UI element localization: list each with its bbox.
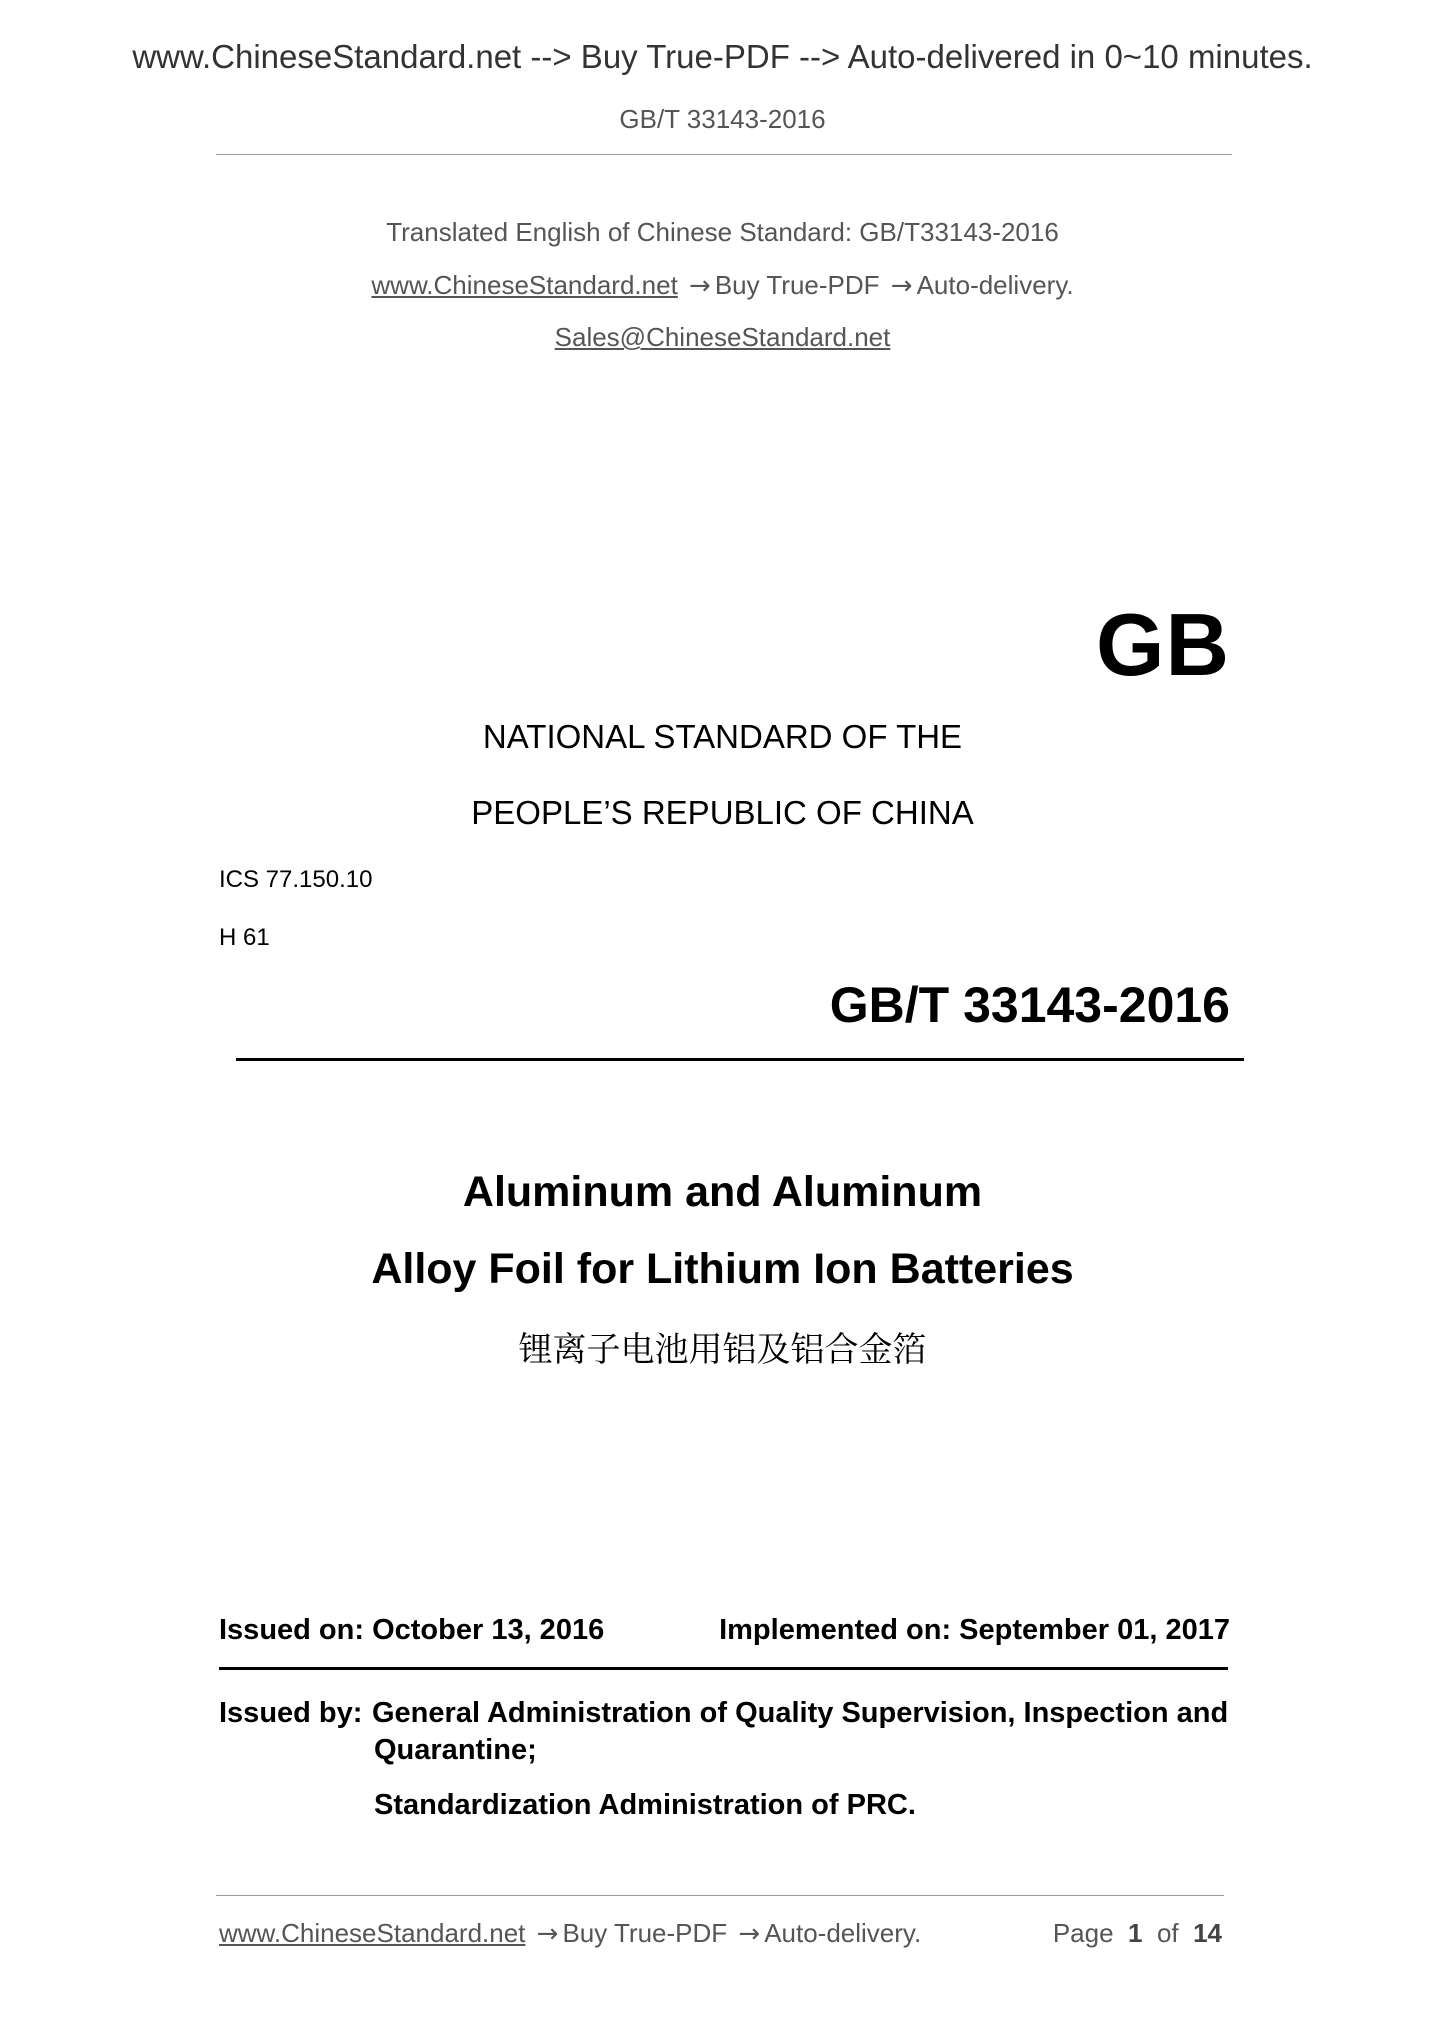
header-banner: www.ChineseStandard.net --> Buy True-PDF --> Auto-delivered in 0~10 minutes. bbox=[132, 38, 1313, 75]
arrow-right-icon: → bbox=[689, 271, 711, 301]
footer-site-link[interactable]: www.ChineseStandard.net bbox=[219, 1918, 526, 1948]
header-standard-code: GB/T 33143-2016 bbox=[619, 104, 826, 134]
title-divider bbox=[236, 1058, 1244, 1061]
arrow-right-icon: → bbox=[738, 1919, 761, 1949]
gb-logo: GB bbox=[1096, 595, 1230, 694]
document-title-line2: Alloy Foil for Lithium Ion Batteries bbox=[371, 1245, 1074, 1293]
page-label: Page bbox=[1052, 1918, 1114, 1948]
document-title-line1: Aluminum and Aluminum bbox=[462, 1168, 983, 1216]
header-divider bbox=[216, 154, 1232, 155]
auto-delivery-text: Auto-delivery. bbox=[916, 270, 1074, 300]
implemented-on-date: Implemented on: September 01, 2017 bbox=[719, 1614, 1230, 1646]
arrow-right-icon: → bbox=[536, 1919, 559, 1949]
delivery-line bbox=[0, 270, 1445, 301]
site-link[interactable]: www.ChineseStandard.net bbox=[371, 270, 678, 300]
page-of-label: of bbox=[1156, 1918, 1179, 1948]
translation-notice: Translated English of Chinese Standard: GB/T33143-2016 bbox=[386, 217, 1059, 247]
issued-on-date: Issued on: October 13, 2016 bbox=[219, 1614, 605, 1646]
page-indicator bbox=[1053, 1918, 1222, 1949]
national-standard-line1: NATIONAL STANDARD OF THE bbox=[482, 718, 963, 755]
issuer-line3: Standardization Administration of PRC. bbox=[374, 1789, 916, 1821]
buy-true-pdf-text: Buy True-PDF bbox=[714, 270, 880, 300]
issued-by-label: Issued by: bbox=[219, 1697, 363, 1729]
issuer-line1: General Administration of Quality Supervision, Inspection and bbox=[372, 1697, 1229, 1729]
standard-number: GB/T 33143-2016 bbox=[829, 977, 1230, 1033]
footer-divider bbox=[216, 1895, 1224, 1896]
sales-email-link[interactable]: Sales@ChineseStandard.net bbox=[554, 322, 891, 352]
document-title-chinese: 锂离子电池用铝及铝合金箔 bbox=[518, 1330, 927, 1370]
ics-code: ICS 77.150.10 bbox=[219, 866, 373, 893]
ccs-code: H 61 bbox=[219, 924, 270, 951]
footer-buy-text: Buy True-PDF bbox=[562, 1918, 728, 1948]
footer-delivery-line bbox=[219, 1918, 921, 1949]
national-standard-line2: PEOPLE’S REPUBLIC OF CHINA bbox=[471, 794, 974, 831]
footer-auto-text: Auto-delivery. bbox=[764, 1918, 922, 1948]
dates-divider bbox=[219, 1667, 1228, 1670]
page-total: 14 bbox=[1193, 1918, 1222, 1948]
page-current: 1 bbox=[1128, 1918, 1143, 1948]
issuer-line2: Quarantine; bbox=[374, 1734, 537, 1766]
sales-line bbox=[0, 322, 1445, 353]
arrow-right-icon: → bbox=[890, 271, 913, 301]
